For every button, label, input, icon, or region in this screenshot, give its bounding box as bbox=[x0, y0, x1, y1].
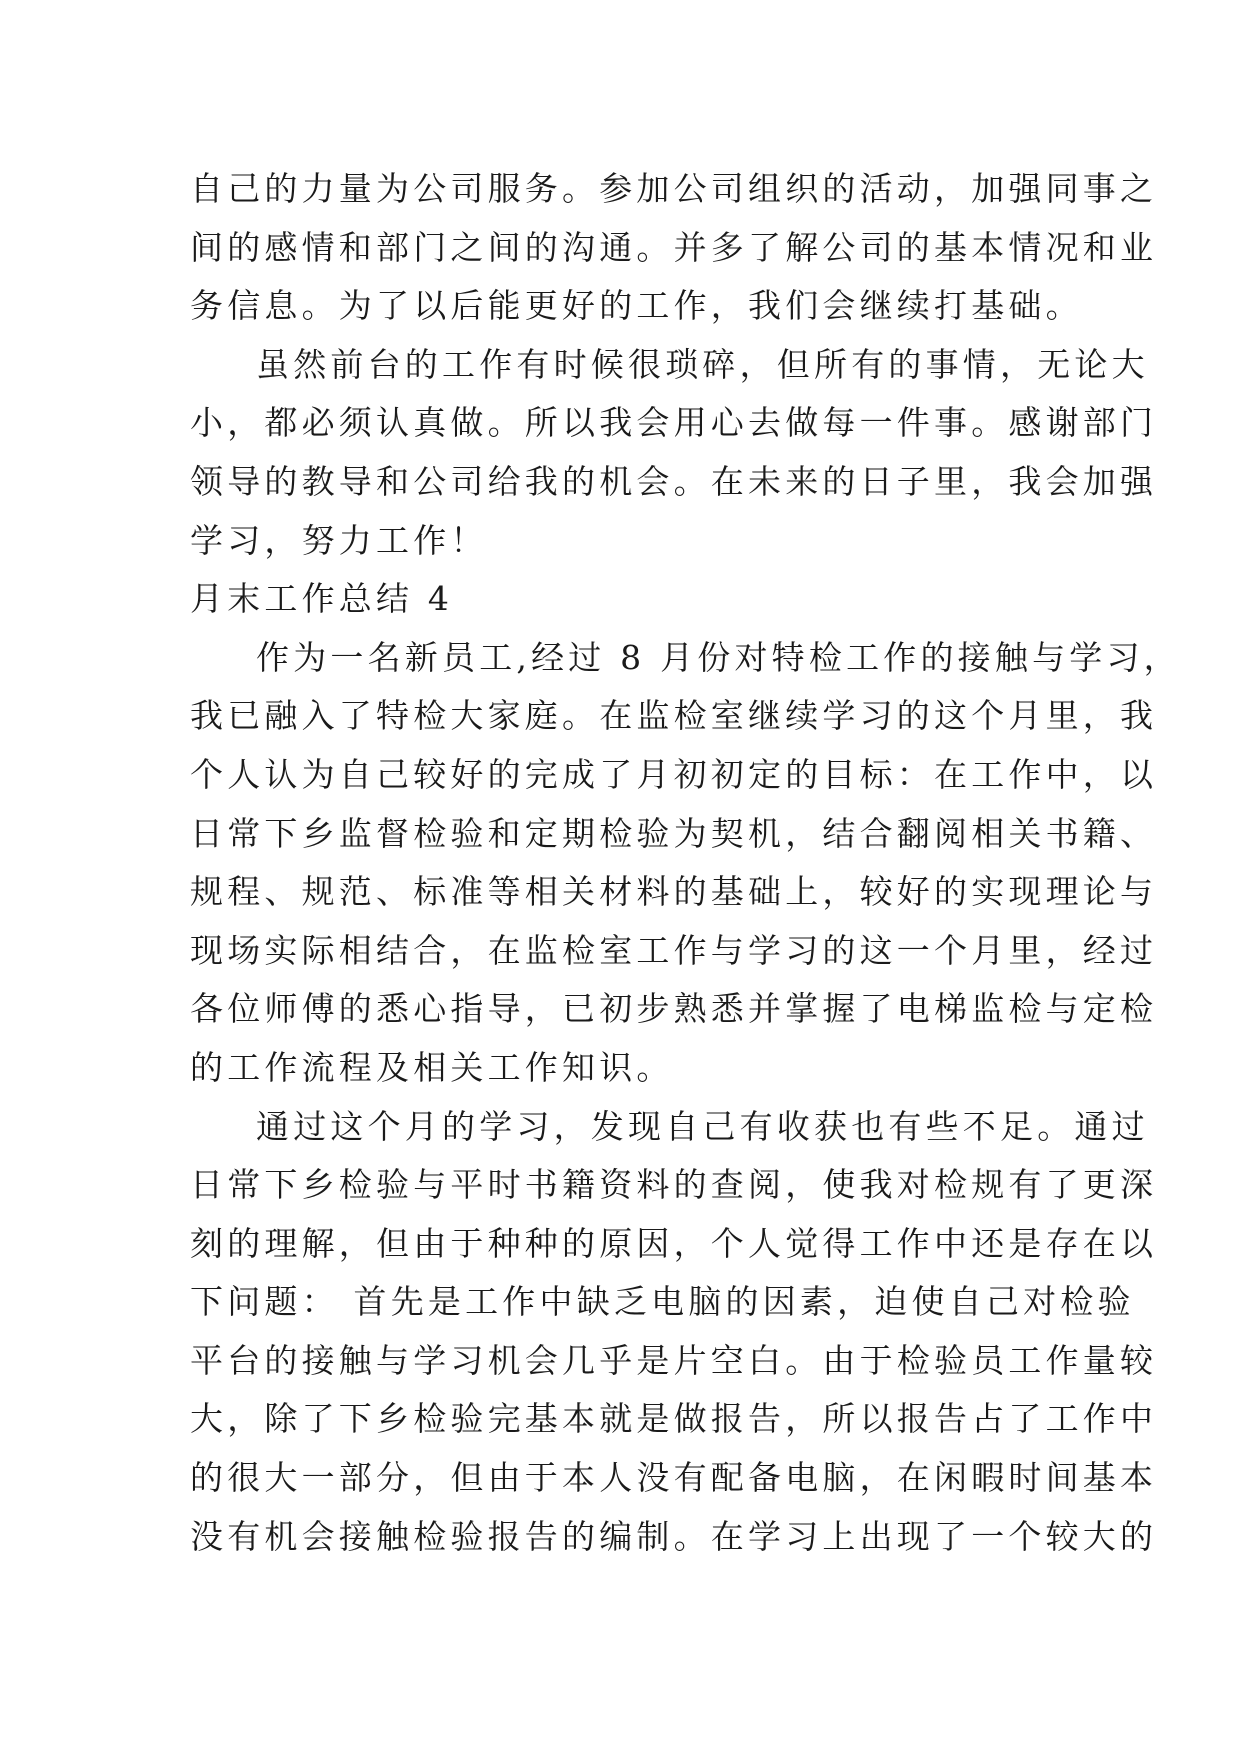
text-line: 通过这个月的学习，发现自己有收获也有些不足。通过 bbox=[256, 1106, 1149, 1146]
text-line: 务信息。为了以后能更好的工作，我们会继续打基础。 bbox=[190, 286, 1083, 326]
text-line: 规程、规范、标准等相关材料的基础上，较好的实现理论与 bbox=[190, 872, 1158, 912]
text-line: 个人认为自己较好的完成了月初初定的目标：在工作中，以 bbox=[190, 754, 1158, 794]
text-line: 领导的教导和公司给我的机会。在未来的日子里，我会加强 bbox=[190, 461, 1158, 501]
text-line: 现场实际相结合，在监检室工作与学习的这一个月里，经过 bbox=[190, 930, 1158, 970]
text-line: 大，除了下乡检验完基本就是做报告，所以报告占了工作中 bbox=[190, 1399, 1158, 1439]
text-line: 日常下乡检验与平时书籍资料的查阅，使我对检规有了更深 bbox=[190, 1165, 1158, 1205]
text-line: 的很大一部分，但由于本人没有配备电脑，在闲暇时间基本 bbox=[190, 1458, 1158, 1498]
section-heading: 月末工作总结 4 bbox=[190, 579, 454, 619]
text-line: 没有机会接触检验报告的编制。在学习上出现了一个较大的 bbox=[190, 1516, 1158, 1556]
text-line: 虽然前台的工作有时候很琐碎，但所有的事情，无论大 bbox=[256, 344, 1149, 384]
text-line: 自己的力量为公司服务。参加公司组织的活动，加强同事之 bbox=[190, 169, 1158, 208]
paragraph-4 bbox=[190, 1098, 1158, 1567]
document-body bbox=[190, 160, 1181, 1566]
text-line: 我已融入了特检大家庭。在监检室继续学习的这个月里，我 bbox=[190, 696, 1158, 736]
paragraph-2 bbox=[190, 336, 1158, 570]
paragraph-3 bbox=[190, 629, 1181, 1098]
text-line: 的工作流程及相关工作知识。 bbox=[190, 1047, 674, 1087]
text-line: 作为一名新员工,经过 8 月份对特检工作的接触与学习， bbox=[256, 637, 1181, 677]
text-line: 各位师傅的悉心指导，已初步熟悉并掌握了电梯监检与定检 bbox=[190, 989, 1158, 1029]
text-line: 平台的接触与学习机会几乎是片空白。由于检验员工作量较 bbox=[190, 1340, 1158, 1380]
text-line: 学习，努力工作！ bbox=[190, 520, 488, 560]
text-line: 日常下乡监督检验和定期检验为契机，结合翻阅相关书籍、 bbox=[190, 813, 1158, 853]
paragraph-1 bbox=[190, 160, 1158, 336]
text-line: 刻的理解，但由于种种的原因，个人觉得工作中还是存在以 bbox=[190, 1223, 1158, 1263]
text-line: 小，都必须认真做。所以我会用心去做每一件事。感谢部门 bbox=[190, 403, 1158, 443]
text-line: 间的感情和部门之间的沟通。并多了解公司的基本情况和业 bbox=[190, 227, 1158, 267]
text-line: 下问题： 首先是工作中缺乏电脑的因素，迫使自己对检验 bbox=[190, 1282, 1135, 1322]
